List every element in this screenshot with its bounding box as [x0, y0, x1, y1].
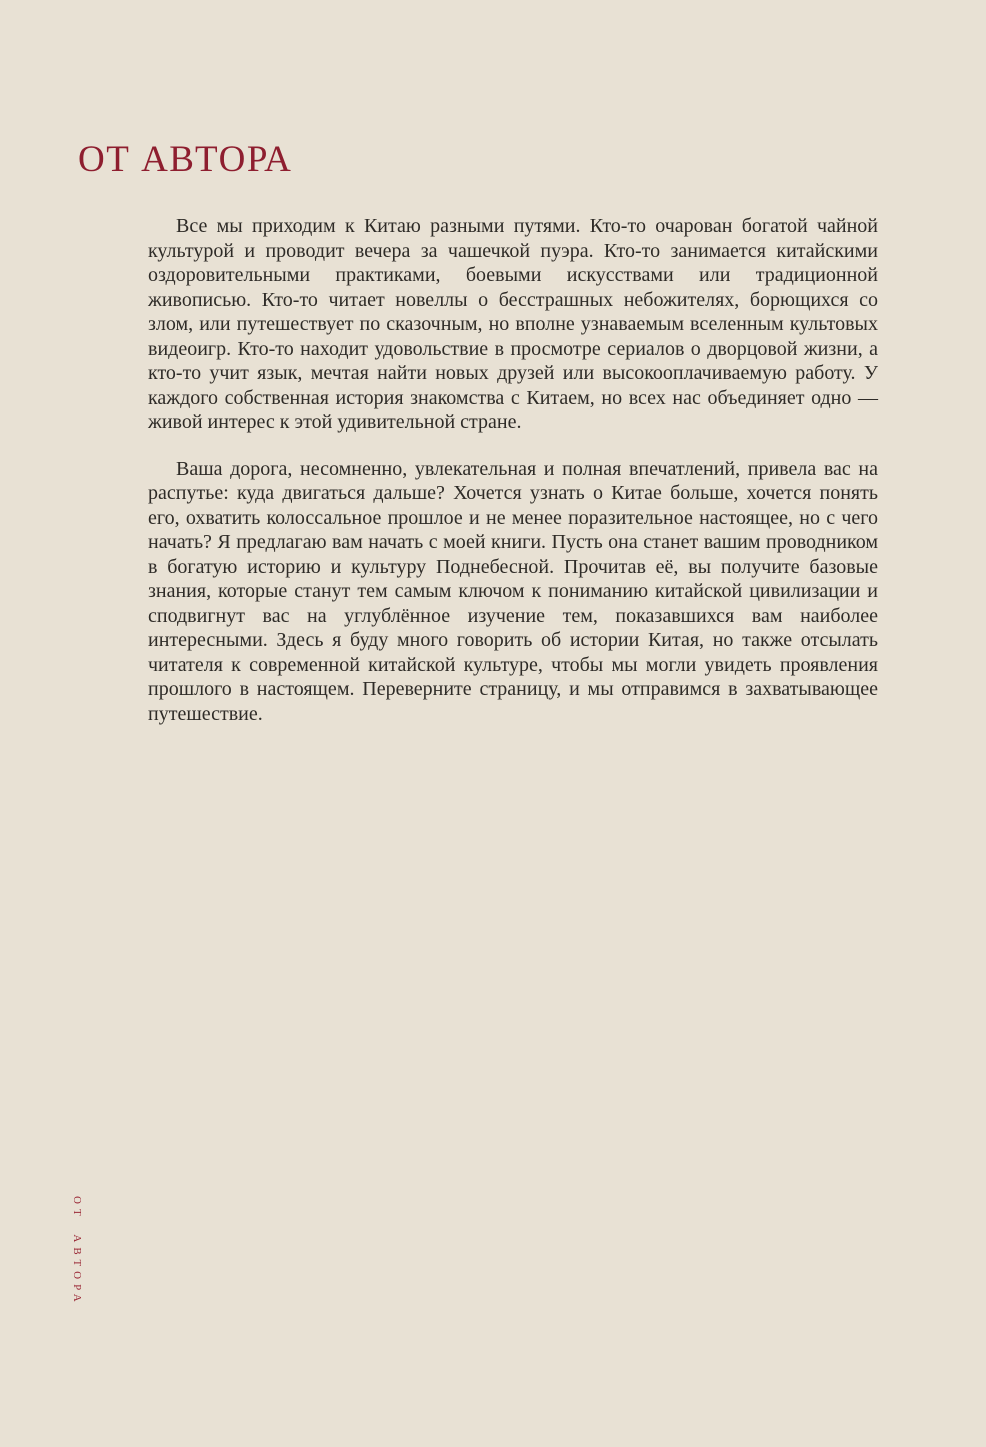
running-title-vertical: ОТ АВТОРА: [71, 1196, 83, 1307]
body-text-block: [148, 214, 878, 748]
paragraph-1: Все мы приходим к Китаю разными путями. Кто-то очарован богатой чайной культурой и проводит вечера за чашечкой пуэра. Кто-то занимается китайскими оздоровительными практиками, боевыми искусствами или традиционной живописью. Кто-то читает новеллы о бесстрашных небожителях, борющихся со злом, или путешествует по сказочным, но вполне узнаваемым вселенным культовых видеоигр. Кто-то находит удовольствие в просмотре сериалов о дворцовой жизни, а кто-то учит язык, мечтая найти новых друзей или высокооплачиваемую работу. У каждого собственная история знакомства с Китаем, но всех нас объединяет одно — живой интерес к этой удивительной стране.: [148, 215, 878, 433]
paragraph-2: Ваша дорога, несомненно, увлекательная и полная впечатлений, привела вас на распутье: куда двигаться дальше? Хочется узнать о Китае больше, хочется понять его, охватить колоссальное прошлое и не менее поразительное настоящее, но с чего начать? Я предлагаю вам начать с моей книги. Пусть она станет вашим проводником в богатую историю и культуру Поднебесной. Прочитав её, вы получите базовые знания, которые станут тем самым ключом к пониманию китайской цивилизации и сподвигнут вас на углублённое изучение тем, показавшихся вам наиболее интересными. Здесь я буду много говорить об истории Китая, но также отсылать читателя к современной китайской культуре, чтобы мы могли увидеть проявления прошлого в настоящем. Переверните страницу, и мы отправимся в захватывающее путешествие.: [148, 457, 878, 725]
page-title: ОТ АВТОРА: [78, 139, 293, 180]
